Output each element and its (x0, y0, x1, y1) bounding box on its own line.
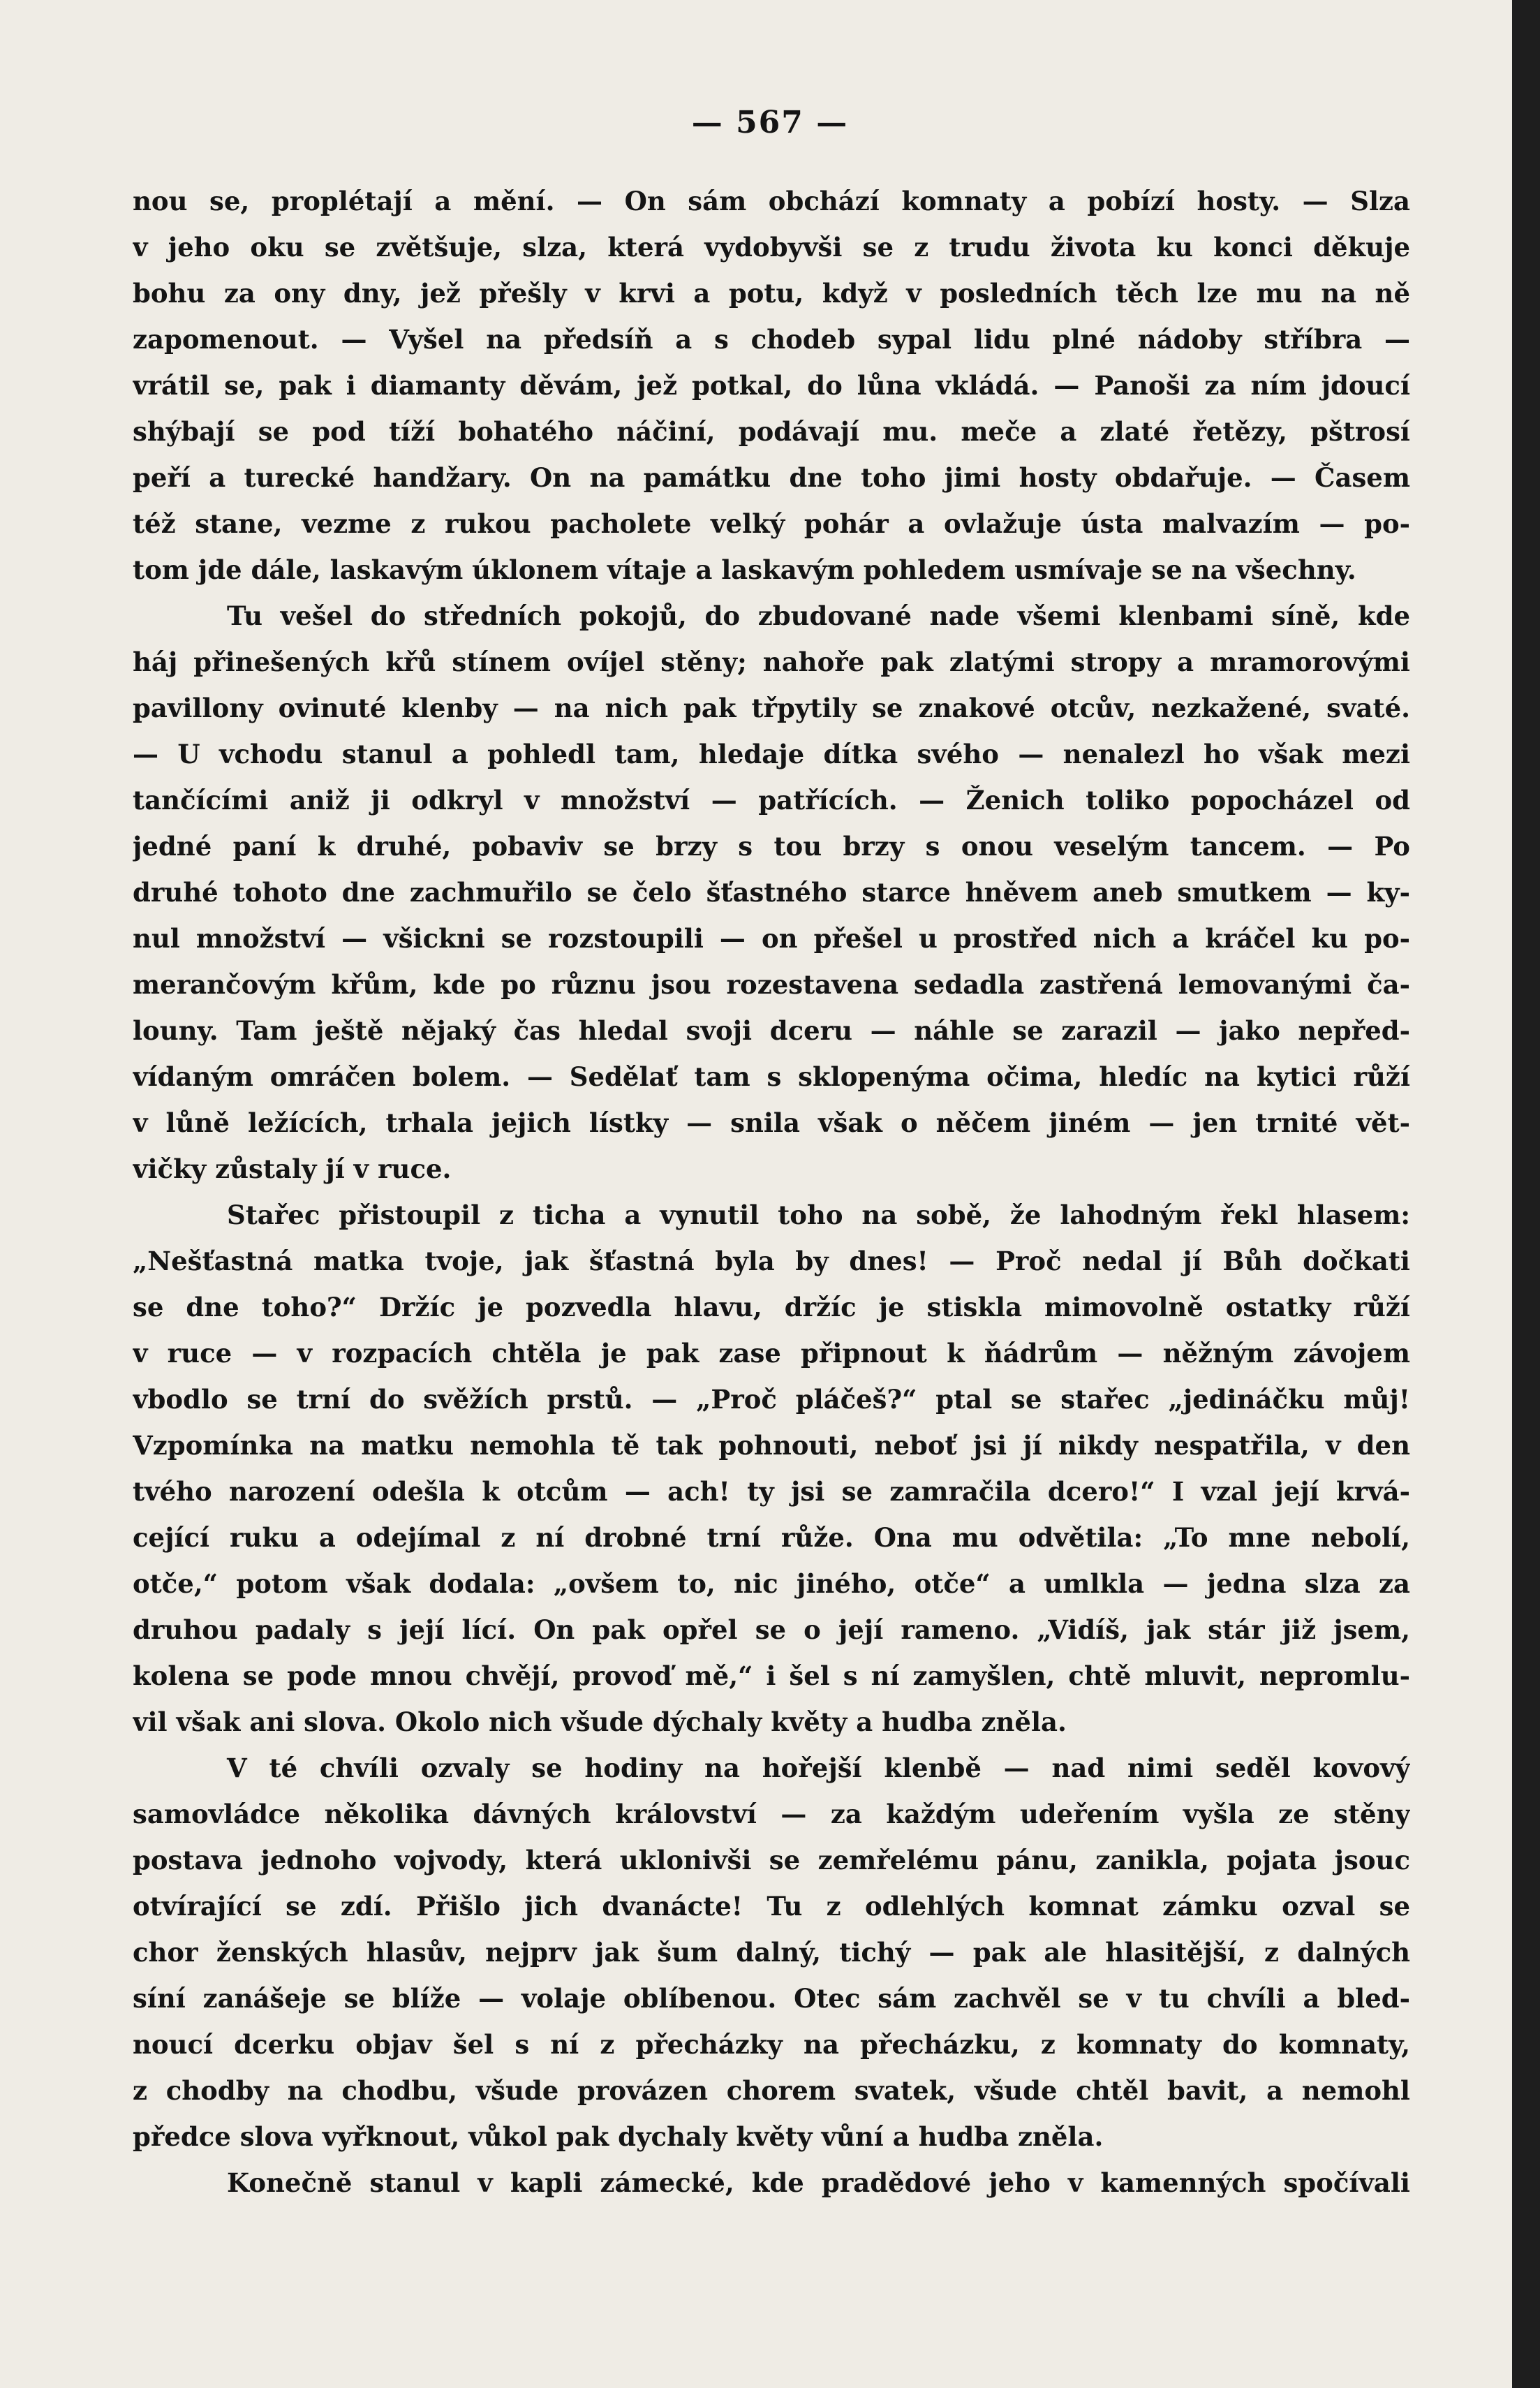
text-line: se dne toho?“ Držíc je pozvedla hlavu, držíc je stiskla mimovolně ostatky růží (133, 1292, 1410, 1322)
text-line: vídaným omráčen bolem. — Sedělať tam s sklopenýma očima, hledíc na kytici růží (133, 1061, 1410, 1092)
text-line: bohu za ony dny, jež přešly v krvi a potu, když v posledních těch lze mu na ně (133, 278, 1410, 309)
text-line: druhé tohoto dne zachmuřilo se čelo šťastného starce hněvem aneb smutkem — ky- (133, 877, 1410, 908)
text-line: zapomenout. — Vyšel na předsíň a s chodeb sypal lidu plné nádoby stříbra — (133, 324, 1410, 355)
text-line: nou se, proplétají a mění. — On sám obchází komnaty a pobízí hosty. — Slza (133, 186, 1410, 216)
text-line: v jeho oku se zvětšuje, slza, která vydobyvši se z trudu života ku konci děkuje (133, 232, 1410, 263)
text-line: V té chvíli ozvaly se hodiny na hořejší klenbě — nad nimi seděl kovový (227, 1753, 1410, 1783)
text-line: tančícími aniž ji odkryl v množství — patřících. — Ženich toliko popocházel od (133, 785, 1410, 816)
page-number: — 567 — (691, 105, 849, 140)
text-line: jedné paní k druhé, pobaviv se brzy s tou brzy s onou veselým tancem. — Po (133, 831, 1410, 862)
page-edge-shadow (1512, 0, 1540, 2388)
text-line: vrátil se, pak i diamanty děvám, jež potkal, do lůna vkládá. — Panoši za ním jdoucí (133, 370, 1410, 401)
text-line: v ruce — v rozpacích chtěla je pak zase připnout k ňádrům — něžným závojem (133, 1338, 1410, 1369)
text-line: druhou padaly s její lící. On pak opřel se o její rameno. „Vidíš, jak stár již jsem, (133, 1614, 1410, 1645)
text-line: chor ženských hlasův, nejprv jak šum dalný, tichý — pak ale hlasitější, z dalných (133, 1937, 1410, 1968)
text-line: merančovým křům, kde po různu jsou rozestavena sedadla zastřená lemovanými ča- (133, 969, 1410, 1000)
text-line: síní zanášeje se blíže — volaje oblíbenou. Otec sám zachvěl se v tu chvíli a bled- (133, 1983, 1410, 2014)
text-line: otvírající se zdí. Přišlo jich dvanácte! Tu z odlehlých komnat zámku ozval se (133, 1891, 1410, 1922)
text-line: louny. Tam ještě nějaký čas hledal svoji dceru — náhle se zarazil — jako nepřed- (133, 1015, 1410, 1046)
text-line: pavillony ovinuté klenby — na nich pak třpytily se znakové otcův, nezkažené, svaté. (133, 693, 1410, 723)
text-line: v lůně ležících, trhala jejich lístky — snila však o něčem jiném — jen trnité vět- (133, 1107, 1410, 1138)
text-line: vičky zůstaly jí v ruce. (133, 1154, 452, 1184)
text-line: tom jde dále, laskavým úklonem vítaje a laskavým pohledem usmívaje se na všechny. (133, 554, 1356, 585)
text-line: háj přinešených křů stínem ovíjel stěny; nahoře pak zlatými stropy a mramorovými (133, 647, 1410, 677)
text-line: Vzpomínka na matku nemohla tě tak pohnouti, neboť jsi jí nikdy nespatřila, v den (133, 1430, 1410, 1461)
text-line: Stařec přistoupil z ticha a vynutil toho na sobě, že lahodným řekl hlasem: (227, 1200, 1410, 1230)
text-line: samovládce několika dávných království — za každým udeřením vyšla ze stěny (133, 1799, 1410, 1829)
text-line: nul množství — všickni se rozstoupili — on přešel u prostřed nich a kráčel ku po- (133, 923, 1410, 954)
text-line: noucí dcerku objav šel s ní z přecházky na přecházku, z komnaty do komnaty, (133, 2029, 1410, 2060)
text-line: cející ruku a odejímal z ní drobné trní růže. Ona mu odvětila: „To mne nebolí, (133, 1522, 1410, 1553)
text-line: kolena se pode mnou chvějí, provoď mě,“ i šel s ní zamyšlen, chtě mluvit, nepromlu- (133, 1660, 1410, 1691)
text-line: „Nešťastná matka tvoje, jak šťastná byla by dnes! — Proč nedal jí Bůh dočkati (133, 1246, 1410, 1276)
text-line: shýbají se pod tíží bohatého náčiní, podávají mu. meče a zlaté řetězy, pštrosí (133, 416, 1410, 447)
text-line: předce slova vyřknout, vůkol pak dychaly květy vůní a hudba zněla. (133, 2121, 1104, 2152)
text-line: vbodlo se trní do svěžích prstů. — „Proč pláčeš?“ ptal se stařec „jedináčku můj! (133, 1384, 1410, 1415)
text-line: z chodby na chodbu, všude provázen chorem svatek, všude chtěl bavit, a nemohl (133, 2075, 1410, 2106)
text-line: tvého narození odešla k otcům — ach! ty jsi se zamračila dcero!“ I vzal její krvá- (133, 1476, 1410, 1507)
text-line: — U vchodu stanul a pohledl tam, hledaje dítka svého — nenalezl ho však mezi (133, 739, 1410, 769)
text-line: Tu vešel do středních pokojů, do zbudované nade všemi klenbami síně, kde (227, 600, 1410, 631)
text-line: vil však ani slova. Okolo nich všude dýchaly květy a hudba zněla. (133, 1707, 1067, 1737)
body-text (133, 178, 1410, 2206)
text-line: postava jednoho vojvody, která uklonivši se zemřelému pánu, zanikla, pojata jsouc (133, 1845, 1410, 1875)
text-line: otče,“ potom však dodala: „ovšem to, nic jiného, otče“ a umlkla — jedna slza za (133, 1568, 1410, 1599)
text-line: též stane, vezme z rukou pacholete velký pohár a ovlažuje ústa malvazím — po- (133, 508, 1410, 539)
text-line: Konečně stanul v kapli zámecké, kde pradědové jeho v kamenných spočívali (227, 2167, 1410, 2198)
text-line: peří a turecké handžary. On na památku dne toho jimi hosty obdařuje. — Časem (133, 462, 1410, 493)
